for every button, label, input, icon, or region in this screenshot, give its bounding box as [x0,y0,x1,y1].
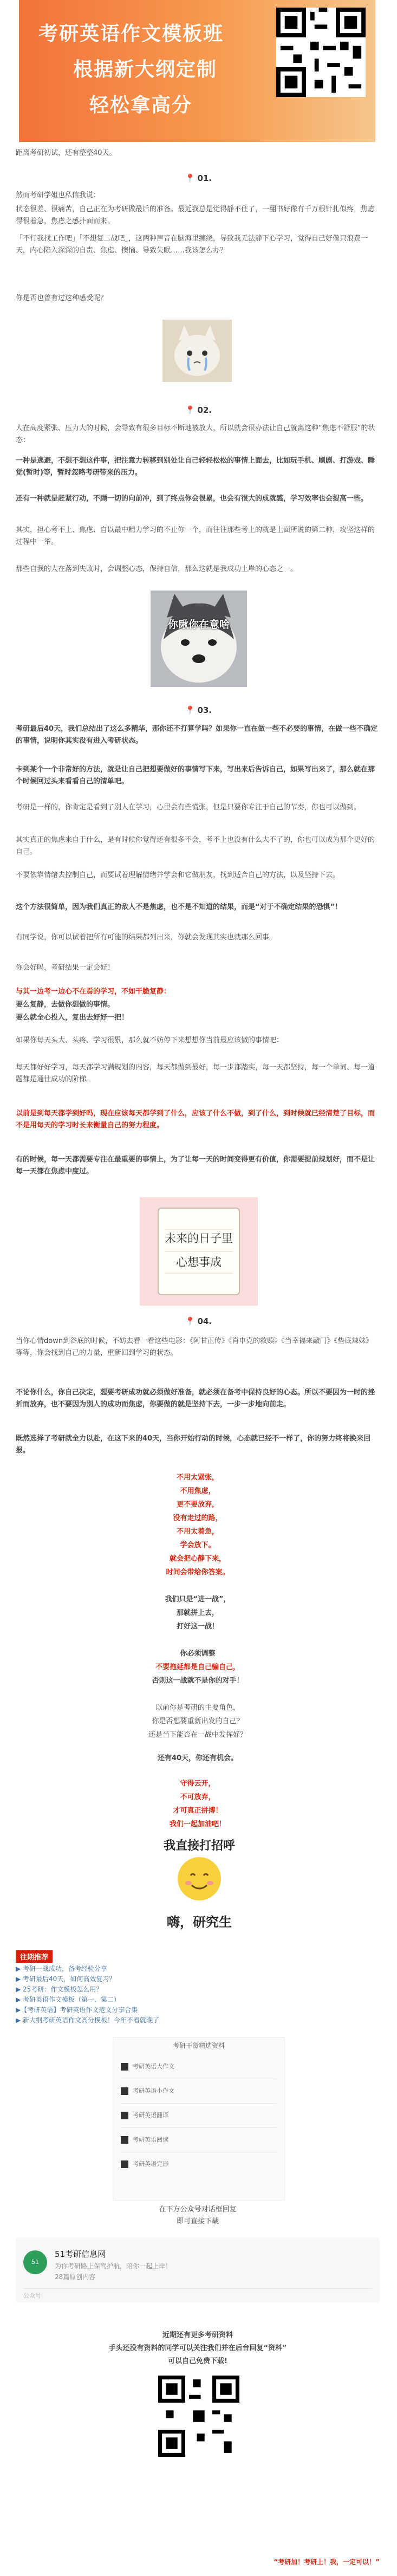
s1-para1: 然而考研学姐也私信我说： [16,191,101,199]
s3-para1-text: 考研最后40天，我们总结出了这么多精华，那你还不打算学吗？如果你一直在做一些不必要的事情，在做一些不确定的事情，说明你其实没有进入考研状态。 [16,725,378,745]
poem-line: 不可放弃， [180,1793,216,1801]
section-heading-01 [0,173,397,183]
section-number: 01. [197,173,212,183]
resource-row-label: 考研英语阅读 [133,2136,168,2143]
past-article-link[interactable]: ▶ 考研最后40天，如何高效复习？ [16,1975,116,1983]
pin-icon: 📍 [185,173,196,183]
resource-row-label: 考研英语小作文 [133,2087,174,2094]
header-banner [19,0,375,142]
poem-block-3 [16,1647,380,1688]
past-article-link[interactable]: ▶ 考研一战成功，备考经验分享 [16,1965,108,1972]
resource-caption-1: 在下方公众号对话框回复 [159,2205,237,2214]
checkbox-icon [121,2112,128,2119]
s4-para3: 既然选择了考研就全力以赴，在这下来的40天，当你开始行动的时候，心态就已经不一样了，你的努力终将换来回报。 [16,1435,371,1455]
crying-cat-image [162,320,232,382]
past-article-link[interactable]: ▶ 新大纲考研英语作文高分模板！今年不看就晚了 [16,2016,160,2024]
hello-emoji-image [145,1837,253,1939]
s4-para1: 当你心情down到谷底的时候，不妨去看一看这些电影：《阿甘正传》《肖申克的救赎》《当幸福来敲门》《垫底辣妹》等等，你会找到自己的力量，重新回到学习的状态。 [16,1337,373,1357]
resource-row[interactable] [121,2152,277,2176]
pin-icon: 📍 [185,405,196,415]
s3-para6-text: 这个方法很简单，因为我们真正的敌人不是焦虑，也不是不知道的结果，而是“对于不确定结果的恐惧”！ [16,903,342,911]
account-avatar: 51 [23,2250,47,2274]
resource-caption-2: 即可直接下载 [176,2217,219,2225]
s3-para8: 你会好吗，考研结果一定会好！ [16,964,115,972]
poem-block-2 [16,1593,380,1633]
checkbox-icon [121,2160,128,2168]
poem-line: 学会放下。 [180,1541,216,1549]
poem-line: 不用太着急， [176,1528,219,1536]
past-article-link[interactable]: ▶【考研英语】考研英语作文范文分享合集 [16,2006,138,2014]
banner-qr-code [276,8,366,97]
s3-para6 [16,901,380,913]
footer-line1: 近期还有更多考研资料 [162,2331,233,2339]
meme-caption: 你瞅你在意啥 [167,619,230,631]
poem-block-5: 还有40天，你还有机会。 [157,1754,238,1762]
intro-text: 距离考研初试，还有整整40天。 [16,149,116,157]
pin-icon: 📍 [185,705,196,715]
resource-row-label: 考研英语翻译 [133,2112,168,2119]
s3-para2: 卡到某个一个非常好的方法，就是让自己把想要做好的事情写下来，写出来后告诉自己，如果写出来了，那么就在那个时候回过头来看看自己的清单吧。 [16,765,375,786]
s4-para2-text: 不论你什么，你自己决定，想要考研成功就必须做好准备，就必须在备考中保持良好的心态。所以不要因为一时的挫折而放弃，也不要因为别人的成功而焦虑，你要做的就是坚持下去，一步一步地向前走。 [16,1388,375,1409]
pin-icon: 📍 [185,1316,196,1326]
s3-para5: 不要依靠情绪去控制自己，而要试着理解情绪并学会和它做朋友，找到适合自己的方法，以及坚持下去。 [16,871,340,879]
resource-row[interactable] [121,2079,277,2104]
section-heading-04 [0,1316,397,1326]
resource-rows [121,2055,277,2176]
poem-line: 那就拼上去， [176,1609,219,1617]
s1-para3: 「不行我找工作吧」「不想复二战吧」，这两种声音在脑海里缠绕，导致我无法静下心学习，觉得自己好像只浪费一天，内心陷入深深的自责、焦虑、懊恼、导致失眠……我该怎么办？ [16,235,368,255]
s3-para3: 考研是一样的，你肯定是看到了别人在学习，心里会有些慌张，但是只要你专注于自己的节奏，你也可以做到。 [16,803,361,812]
account-name: 51考研信息网 [55,2249,106,2259]
section-number: 02. [197,405,212,415]
s2-para5: 那些自我的人在落到失败时，会调整心态，保持自信，那么这就是我成功上岸的心态之一。 [16,565,298,573]
poem-line: 没有走过的路， [173,1514,223,1522]
s3-para10: 每天都好好学习，每天都学习满规划的内容，每天都做到最好，每一步都踏实，每一天都坚持，每一个单词、每一道题都是通往成功的阶梯。 [16,1063,375,1083]
footer-line3: 可以自己免费下载! [168,2357,227,2365]
section-heading-03 [0,705,397,715]
poem-block-1 [16,1471,380,1579]
s1-para2: 状态很差、很痛苦，自己正在为考研做最后的准备。最近我总是觉得静不住了，一翻书好像有千万根针扎似疼，焦虑得很着急，焦虑之感扑面而来。 [16,205,375,225]
banner-line2: 根据新大纲定制 [73,59,218,81]
poem-line: 你必须调整 [180,1650,216,1658]
checkbox-icon [121,2087,128,2095]
poem-line: 还是当下能否在一战中发挥好？ [148,1731,247,1739]
account-article-count: 28篇原创内容 [55,2273,96,2281]
resource-row[interactable] [121,2104,277,2128]
s2-para2: 一种是逃避，不想不想这件事，把注意力转移到别处让自己轻轻松松的事情上面去，比如玩手机、刷剧、打游戏、睡觉(暂时)等，暂时忽略考研带来的压力。 [16,457,375,477]
footer-qr-code [158,2376,239,2457]
s3-para7: 有同学说，你可以试着把所有可能的结果都列出来，你就会发现其实也就那么回事。 [16,933,277,942]
resource-row-label: 考研英语大作文 [133,2063,174,2070]
poem-line: 不要拖延都是自己骗自己， [155,1663,240,1671]
past-articles-title: 往期推荐 [16,1950,53,1963]
poem-block-4 [16,1701,380,1742]
s3-list-1: 与其一边考一边心不在焉的学习，不如干脆复静： [16,988,171,996]
section-number: 03. [197,705,212,715]
resource-row[interactable] [121,2128,277,2152]
account-tag: 公众号 [23,2288,372,2300]
poem-line: 不用焦虑， [180,1487,216,1495]
emoji-bottom-text: 嗨，研究生 [167,1915,232,1930]
banner-line1: 考研英语作文模板班 [38,23,224,45]
future-note-image [140,1197,258,1306]
poem-block-6 [16,1777,380,1831]
poem-line: 以前你是考研的主要角色， [155,1704,240,1712]
s2-para4: 其实，担心考不上、焦虑、自以最中精力学习的不止你一个，而往往那些考上的就是上面所说的第二种，攻坚这样的过程中一举。 [16,526,375,546]
poem-line: 守得云开， [180,1780,216,1788]
checkbox-icon [121,2136,128,2144]
s2-para3: 还有一种就是赶紧行动，不顾一切的向前冲，到了终点你会很累，也会有很大的成就感，学习效率也会提高一些。 [16,495,368,503]
s3-list-3: 要么就全心投入，复出去好好一把！ [16,1014,129,1022]
s3-para4: 其实真正的焦虑来自于什么，是有时候你觉得还有很多不会，考不上也没有什么大不了的，你也可以成为那个更好的自己。 [16,836,375,856]
poem-line: 我们只是“进一战”， [165,1595,231,1604]
s1-para4: 你是否也曾有过这种感受呢？ [16,294,108,302]
checkbox-icon [121,2063,128,2071]
section-number: 04. [197,1316,212,1326]
resource-card-title: 考研干货精选资料 [172,2042,225,2049]
s3-para11: 以前是到每天都学到好吗，现在应该每天都学到了什么，应该了什么不做，到了什么，到时候就已经清楚了目标，而不是用每天的学习时长来衡量自己的努力程度。 [16,1109,375,1130]
poem-line: 不用太紧张， [176,1474,219,1482]
s3-para9: 如果你每天头大、头疼、学习很累，那么就不妨停下来想想你当前最应该做的事情吧： [16,1036,284,1044]
past-article-link[interactable]: ▶ 考研英语作文模板（第一、第二） [16,1996,121,2003]
poem-line: 更不要放弃， [176,1501,219,1509]
account-card[interactable] [16,2237,380,2302]
s4-para2 [16,1387,380,1411]
account-desc: 为你考研路上保驾护航，陪你一起上岸！ [55,2262,172,2270]
footer-slogan: “考研加！考研上！我，一定可以！” [274,2558,380,2566]
resource-row[interactable] [121,2055,277,2079]
poem-line: 打好这一战！ [176,1623,219,1631]
past-article-link[interactable]: ▶ 25考研：作文模板怎么用？ [16,1985,103,1993]
resource-row-label: 考研英语完形 [133,2160,168,2168]
poem-line: 才可真正拼搏！ [173,1807,223,1815]
s3-list-2: 要么复静，去做你想做的事情。 [16,1001,115,1009]
poem-line: 时间会带给你答案。 [166,1568,230,1576]
past-articles-list [16,1964,159,2026]
banner-line3: 轻松拿高分 [89,94,193,116]
poem-line: 你是否想要重新出发的自己？ [152,1717,244,1725]
note-caption: 未来的日子里 心想事成 [165,1232,233,1269]
s3-para1 [16,723,380,747]
emoji-top-text: 我直接打招呼 [163,1839,235,1853]
poem-line: 否则这一战就不是你的对手！ [152,1677,244,1685]
s3-para12: 有的时候，每一天都需要专注在最重要的事情上，为了让每一天的时间变得更有价值，你需要提前规划好，而不是让每一天都在焦虑中度过。 [16,1156,375,1176]
poem-line: 就会把心静下来， [169,1555,226,1563]
husky-meme-image [151,591,247,687]
s2-para1: 人在高度紧张、压力大的时候，会导致有很多目标不断地被放大，所以就会很办法让自己就离这种“焦虑不舒服”的状态： [16,424,375,444]
resource-card [113,2037,285,2201]
footer-line2: 手头还没有资料的同学可以关注我们并在后台回复“资料” [108,2344,287,2352]
poem-line: 我们一起加油吧！ [169,1820,226,1828]
section-heading-02 [0,405,397,415]
